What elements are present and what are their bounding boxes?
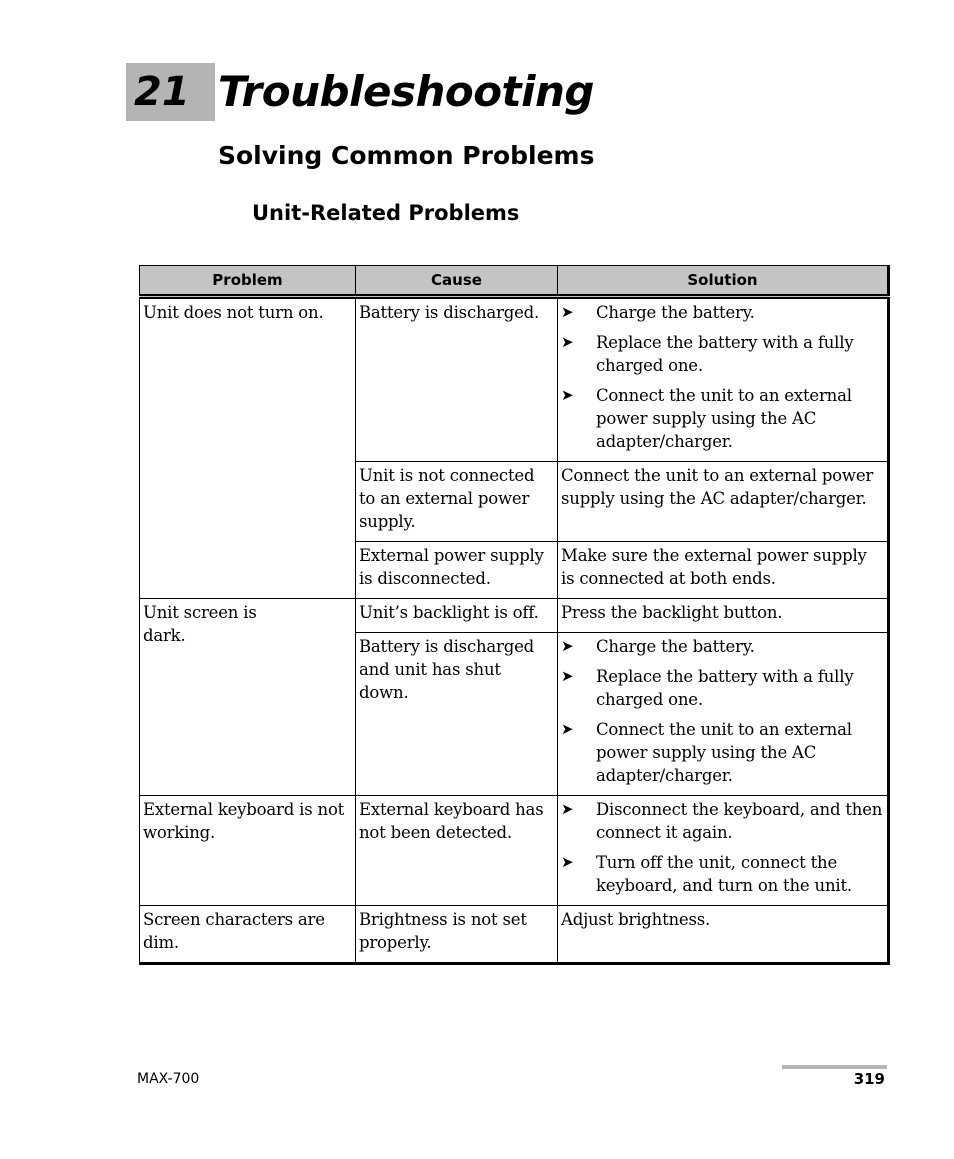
arrow-bullet-icon: ➤ [561,333,574,351]
solution-bullet: ➤ Replace the battery with a fully charged one. [561,333,854,375]
solution-bullet: ➤ Disconnect the keyboard, and then connect it again. [561,800,883,842]
table-row [140,599,889,633]
solution-bullet: ➤ Connect the unit to an external power supply using the AC adapter/charger. [561,386,852,451]
problem-cell: Unit screen is dark. [140,599,356,796]
cause-cell: Battery is discharged and unit has shut down. [356,633,558,796]
solution-cell [558,796,889,906]
arrow-bullet-icon: ➤ [561,303,574,321]
solution-cell: Connect the unit to an external power supply using the AC adapter/charger. [558,462,889,542]
solution-bullet: ➤ Charge the battery. [561,303,755,322]
table-row [140,796,889,906]
solution-cell [558,633,889,796]
arrow-bullet-icon: ➤ [561,667,574,685]
cause-cell: Unit is not connected to an external power supply. [356,462,558,542]
solution-bullet: ➤ Replace the battery with a fully charged one. [561,667,854,709]
table-header-row [140,266,889,297]
footer-divider [782,1065,887,1069]
solution-bullet: ➤ Charge the battery. [561,637,755,656]
problem-cell: External keyboard is not working. [140,796,356,906]
cause-cell: Unit’s backlight is off. [356,599,558,633]
solution-cell [558,297,889,462]
troubleshooting-table [139,265,890,965]
cause-cell: Battery is discharged. [356,297,558,462]
cause-cell: External keyboard has not been detected. [356,796,558,906]
footer-product: MAX-700 [137,1071,200,1087]
solution-cell: Press the backlight button. [558,599,889,633]
header-solution: Solution [558,266,889,297]
arrow-bullet-icon: ➤ [561,637,574,655]
arrow-bullet-icon: ➤ [561,720,574,738]
solution-bullet: ➤ Connect the unit to an external power supply using the AC adapter/charger. [561,720,852,785]
solution-cell: Adjust brightness. [558,906,889,964]
arrow-bullet-icon: ➤ [561,386,574,404]
problem-cell: Screen characters are dim. [140,906,356,964]
header-problem: Problem [140,266,356,297]
solution-bullet: ➤ Turn off the unit, connect the keyboard, and turn on the unit. [561,853,852,895]
section-title: Solving Common Problems [218,141,595,170]
cause-cell: External power supply is disconnected. [356,542,558,599]
cause-cell: Brightness is not set properly. [356,906,558,964]
table-row [140,906,889,964]
table-row [140,297,889,462]
chapter-number: 21 [126,63,215,121]
solution-cell: Make sure the external power supply is connected at both ends. [558,542,889,599]
page-number: 319 [853,1070,885,1088]
header-cause: Cause [356,266,558,297]
chapter-title: Troubleshooting [218,67,594,116]
arrow-bullet-icon: ➤ [561,800,574,818]
arrow-bullet-icon: ➤ [561,853,574,871]
problem-cell: Unit does not turn on. [140,297,356,599]
subsection-title: Unit-Related Problems [252,201,520,225]
